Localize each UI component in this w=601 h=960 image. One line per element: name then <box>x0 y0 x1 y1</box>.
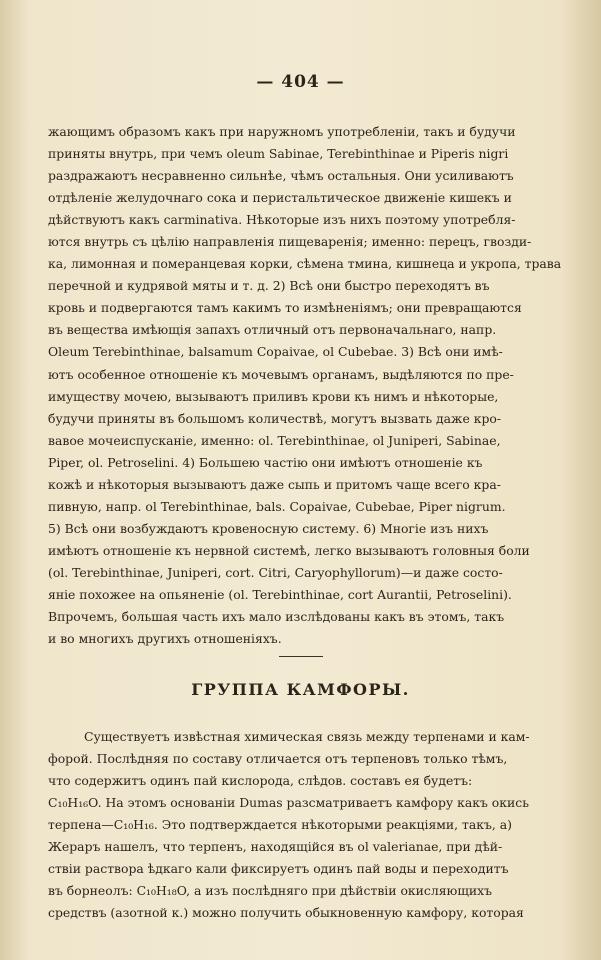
text-line: форой. Послѣдняя по составу отличается отъ терпеновъ только тѣмъ, <box>48 751 508 767</box>
text-line: Впрочемъ, большая часть ихъ мало изслѣдованы какъ въ этомъ, такъ <box>48 609 505 625</box>
text-line: и во многихъ другихъ отношеніяхъ. <box>48 631 282 647</box>
text-line: приняты внутрь, при чемъ oleum Sabinae, Terebinthinae и Piperis nigri <box>48 146 509 162</box>
text-line: яніе похожее на опьяненіе (ol. Terebinthinae, cort Aurantii, Petroselini). <box>48 586 512 602</box>
text-line: будучи приняты въ большомъ количествѣ, могутъ вызвать даже кро- <box>48 410 502 426</box>
text-line: раздражаютъ несравненно сильнѣе, чѣмъ остальныя. Они усиливаютъ <box>48 168 514 184</box>
text-line: перечной и кудрявой мяты и т. д. 2) Всѣ они быстро переходятъ въ <box>48 278 490 294</box>
text-line: кожѣ и нѣкоторыя вызываютъ даже сыпь и притомъ чаще всего кра- <box>48 476 501 492</box>
text-line: Существуетъ извѣстная химическая связь между терпенами и кам- <box>84 729 530 744</box>
text-line: жающимъ образомъ какъ при наружномъ употребленіи, такъ и будучи <box>48 124 516 139</box>
text-line: пивную, напр. ol Terebinthinae, bals. Copaivae, Cubebae, Piper nigrum. <box>48 498 506 514</box>
text-line: ются внутрь съ цѣлію направленія пищеваренія; именно: перецъ, гвозди- <box>48 234 532 250</box>
text-line: C₁₀H₁₆O. На этомъ основаніи Dumas разсматриваетъ камфору какъ окись <box>48 795 529 811</box>
text-line: кровь и подвергаются тамъ какимъ то измѣненіямъ; они превращаются <box>48 300 522 316</box>
text-line: отдѣленіе желудочнаго сока и перистальтическое движеніе кишекъ и <box>48 190 512 206</box>
section-separator <box>279 656 323 657</box>
section-heading: ГРУППА КАМФОРЫ. <box>191 680 410 699</box>
text-line: ютъ особенное отношеніе къ мочевымъ органамъ, выдѣляются по пре- <box>48 366 514 382</box>
text-line: имѣютъ отношеніе къ нервной системѣ, легко вызываютъ головныя боли <box>48 542 530 558</box>
text-line: Жераръ нашелъ, что терпенъ, находящійся въ ol valerianae, при дѣй- <box>48 839 503 855</box>
text-line: терпена—C₁₀H₁₆. Это подтверждается нѣкоторыми реакціями, такъ, а) <box>48 817 513 833</box>
text-line: имуществу мочею, вызываютъ приливъ крови къ нимъ и нѣкоторые, <box>48 388 499 404</box>
text-line: дѣйствуютъ какъ carminativa. Нѣкоторые изъ нихъ поэтому употребля- <box>48 212 516 228</box>
text-line: въ борнеолъ: C₁₀H₁₈O, а изъ послѣдняго при дѣйствіи окисляющихъ <box>48 883 492 899</box>
text-line: Piper, ol. Petroselini. 4) Большею частію они имѣютъ отношеніе къ <box>48 454 483 470</box>
text-line: ка, лимонная и померанцевая корки, сѣмена тмина, кишнеца и укропа, трава <box>48 256 562 272</box>
page-number: — 404 — <box>256 72 345 92</box>
text-line: 5) Всѣ они возбуждаютъ кровеносную систему. 6) Многіе изъ нихъ <box>48 520 489 536</box>
text-line: что содержитъ одинъ пай кислорода, слѣдов. составъ ея будетъ: <box>48 773 473 789</box>
paragraph-camphor <box>48 726 568 924</box>
text-line: въ вещества имѣющія запахъ отличный отъ первоначальнаго, напр. <box>48 322 497 338</box>
text-line: Oleum Terebinthinae, balsamum Copaivae, ol Cubebae. 3) Всѣ они имѣ- <box>48 344 503 360</box>
text-line: вавое мочеиспусканіе, именно: ol. Terebinthinae, ol Juniperi, Sabinae, <box>48 432 501 448</box>
paragraph-properties <box>48 121 568 650</box>
text-line: (ol. Terebinthinae, Juniperi, cort. Citri, Caryophyllorum)—и даже состо- <box>48 564 503 580</box>
text-line: средствъ (азотной к.) можно получить обыкновенную камфору, которая <box>48 905 524 921</box>
text-line: ствіи раствора ѣдкаго кали фиксируетъ одинъ пай воды и переходитъ <box>48 861 509 877</box>
